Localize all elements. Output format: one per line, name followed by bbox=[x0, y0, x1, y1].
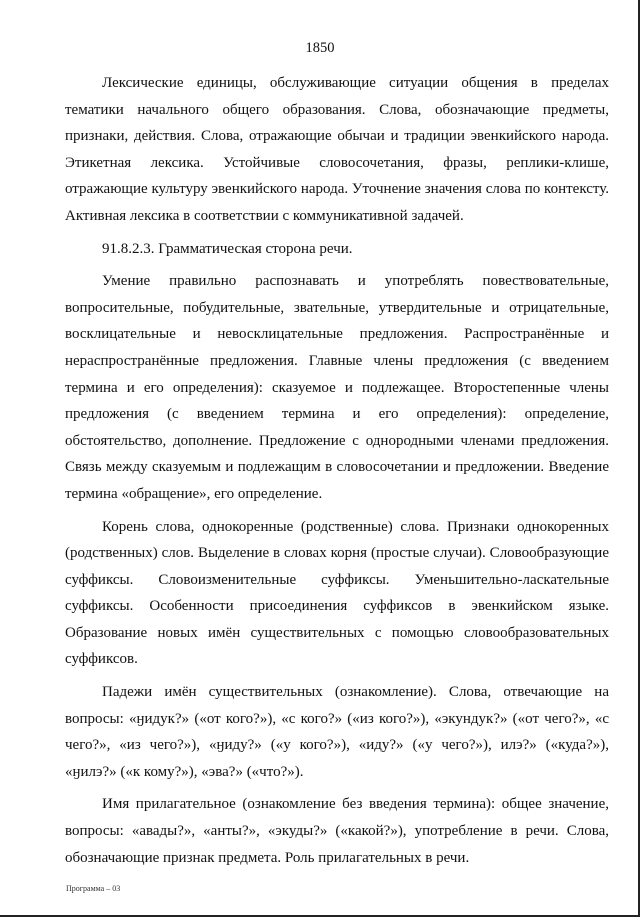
document-body bbox=[65, 70, 609, 877]
section-heading-grammar: 91.8.2.3. Грамматическая сторона речи. bbox=[102, 240, 353, 257]
page-number: 1850 bbox=[305, 40, 335, 56]
paragraph-noun-cases: Падежи имён существительных (ознакомление). Слова, отвечающие на вопросы: «ӈидук?» («от кого?»), «с кого?» («из кого?»), «экундук?» («от чего?», «с чего?», «из чего?»), «ӈиду?» («у кого?»), «иду?» («у чего?»), илэ?» («куда?»), «ӈилэ?» («к кому?»), «эва?» («что?»). bbox=[65, 684, 609, 780]
paragraph-word-root: Корень слова, однокоренные (родственные) слова. Признаки однокоренных (родственных) слов. Выделение в словах корня (простые случаи). Словообразующие суффиксы. Словоизменительные суффиксы. Уменьшительно-ласкательные суффиксы. Особенности присоединения суффиксов в эвенкийском языке. Образование новых имён существительных с помощью словообразовательных суффиксов. bbox=[65, 518, 609, 668]
paragraph-adjective: Имя прилагательное (ознакомление без введения термина): общее значение, вопросы: «авады?», «анты?», «экуды?» («какой?»), употребление в речи. Слова, обозначающие признак предмета. Роль прилагательных в речи. bbox=[65, 796, 609, 866]
paragraph-sentence-types: Умение правильно распознавать и употреблять повествовательные, вопросительные, побудительные, звательные, утвердительные и отрицательные, восклицательные и невосклицательные предложения. Распространённые и нераспространённые предложения. Главные члены предложения (с введением термина и его определения): сказуемое и подлежащее. Второстепенные члены предложения (с введением термина и его определения): определение, обстоятельство, дополнение. Предложение с однородными членами предложения. Связь между сказуемым и подлежащим в словосочетании и предложении. Введение термина «обращение», его определение. bbox=[65, 273, 609, 502]
footer-label: Программа – 03 bbox=[66, 884, 121, 893]
paragraph-lexical-units: Лексические единицы, обслуживающие ситуации общения в пределах тематики начального общего образования. Слова, обозначающие предметы, признаки, действия. Слова, отражающие обычаи и традиции эвенкийского народа. Этикетная лексика. Устойчивые словосочетания, фразы, реплики-клише, отражающие культуру эвенкийского народа. Уточнение значения слова по контексту. Активная лексика в соответствии с коммуникативной задачей. bbox=[65, 75, 609, 224]
